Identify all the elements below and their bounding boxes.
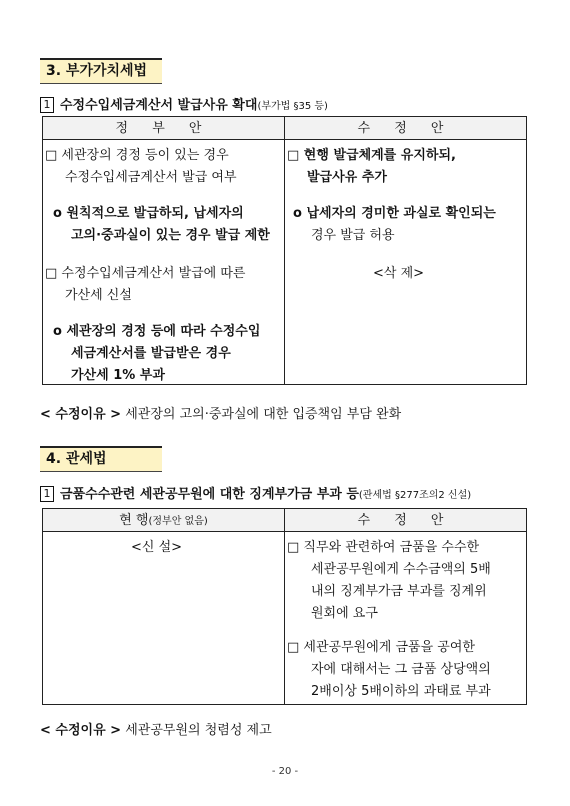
item-heading-customs: [40, 483, 471, 502]
text-line: 세관공무원에게 수수금액의 5배: [311, 562, 491, 577]
reason-text: 세관장의 고의·중과실에 대한 입증책임 부담 완화: [125, 407, 402, 422]
text-line: 발급사유 추가: [307, 170, 387, 185]
comparison-table-customs: [42, 508, 527, 705]
text-line: 원회에 요구: [311, 606, 378, 621]
item-number-box: 1: [40, 486, 54, 502]
text-line: 내의 징계부가금 부과를 징계위: [311, 584, 487, 599]
new-marker: <신 설>: [131, 540, 183, 555]
col-header-revised: 수 정 안: [285, 117, 527, 140]
reason-text: 세관공무원의 청렴성 제고: [125, 723, 272, 738]
text-line: o 세관장의 경정 등에 따라 수정수입: [53, 324, 261, 339]
text-line: 세금계산서를 발급받은 경우: [71, 346, 231, 361]
col-header-current-note: (정부안 없음): [148, 516, 208, 527]
text-line: o 납세자의 경미한 과실로 확인되는: [293, 206, 496, 221]
item-heading-vat: [40, 94, 328, 113]
item-reference: (부가법 §35 등): [257, 101, 328, 112]
section-4-heading: 4. 관세법: [40, 446, 162, 472]
item-reference: (관세법 §277조의2 신설): [358, 490, 472, 501]
page-number: - 20 -: [271, 766, 299, 777]
text-line: 경우 발급 허용: [311, 228, 395, 243]
text-line: □ 직무와 관련하여 금품을 수수한: [287, 540, 480, 555]
text-line: □ 현행 발급체계를 유지하되,: [287, 148, 456, 163]
col-header-government: 정 부 안: [43, 117, 285, 140]
revised-cell: [285, 140, 527, 385]
text-line: 가산세 신설: [65, 288, 132, 303]
current-cell: [43, 532, 285, 705]
item-title: 수정수입세금계산서 발급사유 확대: [60, 98, 258, 113]
text-line: o 원칙적으로 발급하되, 납세자의: [53, 206, 244, 221]
item-title: 금품수수관련 세관공무원에 대한 징계부가금 부과 등: [60, 487, 359, 502]
revision-reason-vat: [40, 403, 401, 422]
revised-cell: [285, 532, 527, 705]
text-line: 자에 대해서는 그 금품 상당액의: [311, 662, 491, 677]
item-number-box: 1: [40, 97, 54, 113]
deleted-marker: <삭 제>: [373, 266, 425, 281]
reason-label: < 수정이유 >: [40, 723, 122, 738]
text-line: 가산세 1% 부과: [71, 368, 165, 383]
col-header-revised: 수 정 안: [285, 509, 527, 532]
section-3-heading: 3. 부가가치세법: [40, 58, 162, 84]
text-line: 수정수입세금계산서 발급 여부: [65, 170, 237, 185]
col-header-current: [43, 509, 285, 532]
text-line: □ 수정수입세금계산서 발급에 따른: [45, 266, 246, 281]
reason-label: < 수정이유 >: [40, 407, 122, 422]
col-header-current-label: 현 행: [119, 513, 149, 528]
government-cell: [43, 140, 285, 385]
text-line: □ 세관공무원에게 금품을 공여한: [287, 640, 475, 655]
text-line: □ 세관장의 경정 등이 있는 경우: [45, 148, 229, 163]
comparison-table-vat: [42, 116, 527, 385]
revision-reason-customs: [40, 719, 272, 738]
text-line: 2배이상 5배이하의 과태료 부과: [311, 684, 491, 699]
text-line: 고의·중과실이 있는 경우 발급 제한: [71, 228, 270, 243]
